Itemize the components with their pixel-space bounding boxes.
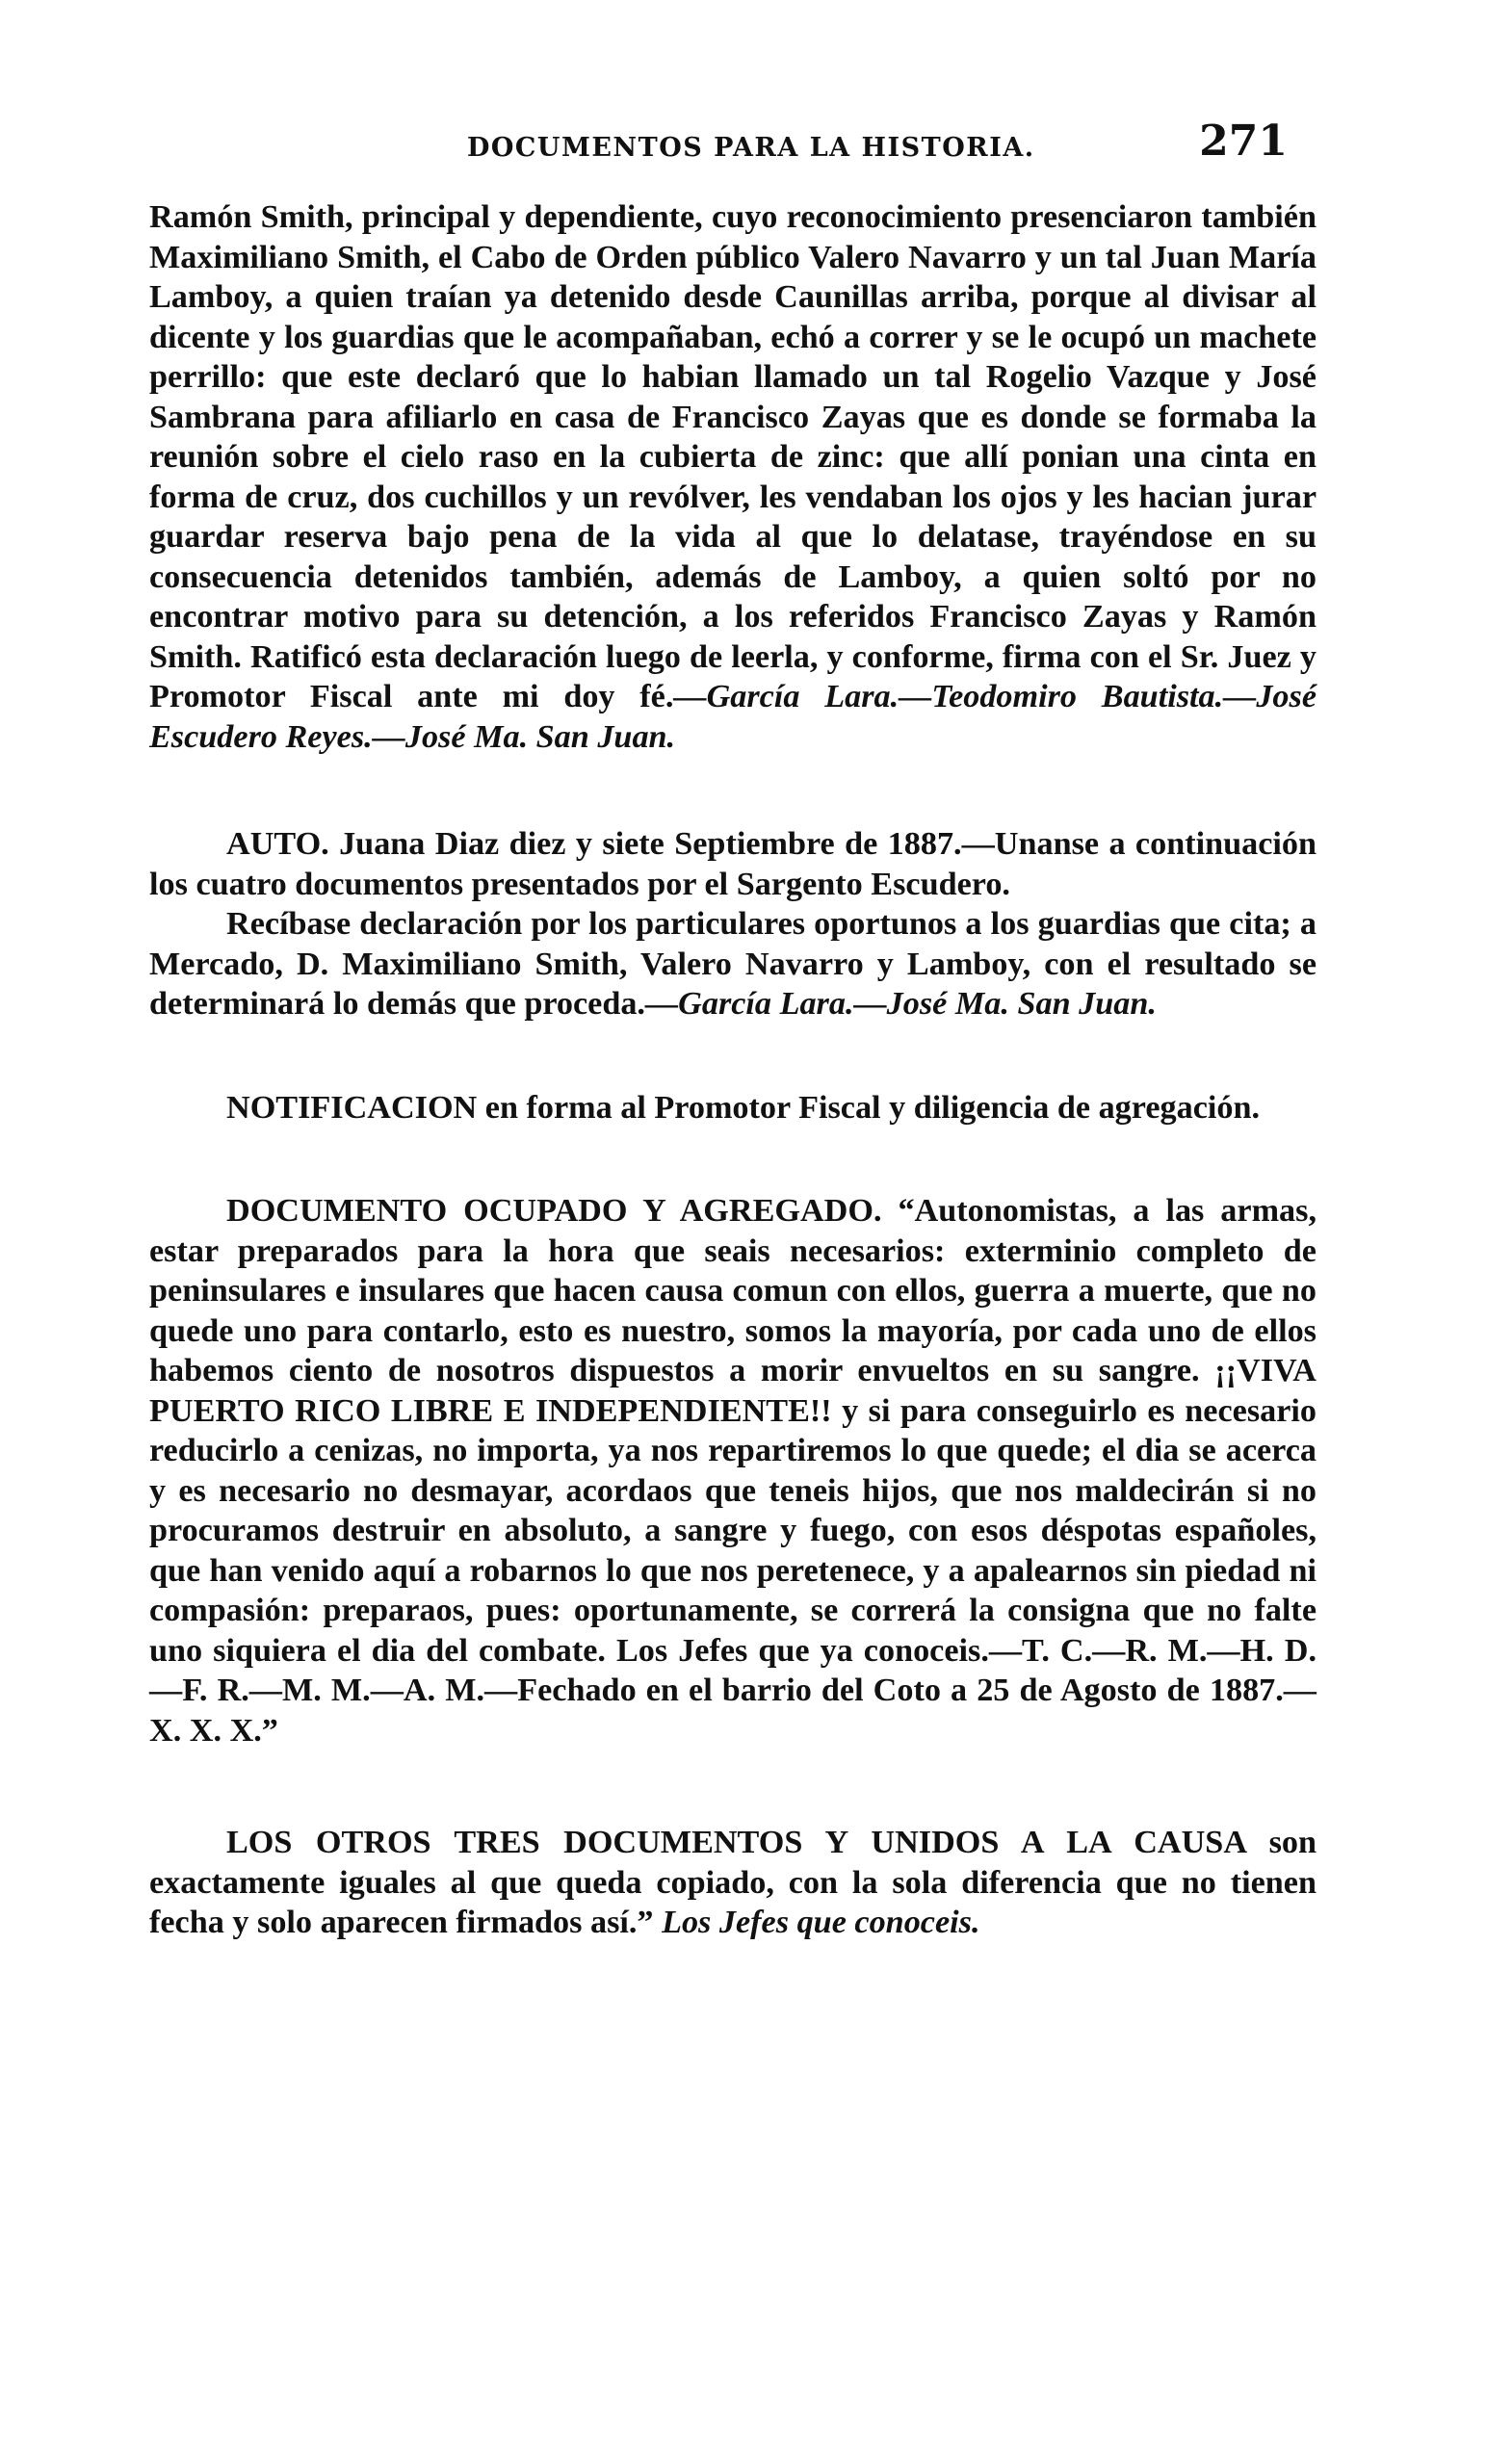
paragraph-text: Ramón Smith, principal y dependiente, cuyo reconocimiento presenciaron también Maximiliano Smith, el Cabo de Orden público Valero Navarro y un tal Juan María Lamboy, a quien traían ya detenido desde Caunillas arriba, porque al divisar al dicente y los guardias que le acompañaban, echó a correr y se le ocupó un machete perrillo: que este declaró que lo habian llamado un tal Rogelio Vazque y José Sambrana para afiliarlo en casa de Francisco Zayas que es donde se formaba la reunión sobre el cielo raso en la cubierta de zinc: que allí ponian una cinta en forma de cruz, dos cuchillos y un revólver, les vendaban los ojos y les hacian jurar guardar reserva bajo pena de la vida al que lo delatase, trayéndose en su consecuencia detenidos también, además de Lamboy, a quien soltó por no encontrar motivo para su detención, a los referidos Francisco Zayas y Ramón Smith. Ratificó esta declaración luego de leerla, y conforme, firma con el Sr. Juez y Promotor Fiscal ante mi doy fé. xyxy=(149,199,1316,714)
paragraph-declaration xyxy=(149,197,1316,757)
paragraph-text: DOCUMENTO OCUPADO Y AGREGADO. “Autonomistas, a las armas, estar preparados para la hora que seais necesarios: exterminio completo de peninsulares e insulares que hacen causa comun con ellos, guerra a muerte, que no quede uno para contarlo, esto es nuestro, somos la mayoría, por cada uno de ellos habemos ciento de nosotros dispuestos a morir envueltos en su sangre. ¡¡VIVA PUERTO RICO LIBRE E INDEPENDIENTE!! y si para conseguirlo es necesario reducirlo a cenizas, no importa, ya nos repartiremos lo que quede; el dia se acerca y es necesario no desmayar, acordaos que teneis hijos, que nos maldecirán si no procuramos destruir en absoluto, a sangre y fuego, con esos déspotas españoles, que han venido aquí a robarnos lo que nos peretenece, y a apalearnos sin piedad ni compasión: preparaos, pues: oportunamente, se correrá la consigna que no falte uno siquiera el dia del combate. Los Jefes que ya conoceis.—T. C.—R. M.—H. D.—F. R.—M. M.—A. M.—Fechado en el barrio del Coto a 25 de Agosto de 1887.—X. X. X.” xyxy=(149,1193,1316,1749)
paragraph-text: LOS OTROS TRES DOCUMENTOS Y UNIDOS A LA CAUSA son exactamente iguales al que queda copiado, con la sola diferencia que no tienen fecha y solo aparecen firmados así.” xyxy=(149,1825,1316,1940)
paragraph-documento xyxy=(149,1191,1316,1751)
signatures: —García Lara.—Teodomiro Bautista.—José Escudero Reyes.—José Ma. San Juan. xyxy=(149,679,1316,755)
paragraph-recibase xyxy=(149,904,1316,1025)
paragraph-text: Recíbase declaración por los particulares oportunos a los guardias que cita; a Mercado, D. Maximiliano Smith, Valero Navarro y Lamboy, con el resultado se determinará lo demás que proceda. xyxy=(149,906,1316,1022)
paragraph-text: AUTO. Juana Diaz diez y siete Septiembre de 1887.—Unanse a continuación los cuatro documentos presentados por el Sargento Escudero. xyxy=(149,826,1316,902)
signatures: Los Jefes que conoceis. xyxy=(662,1905,980,1940)
book-page xyxy=(149,111,1316,1943)
paragraph-otros-documentos xyxy=(149,1823,1316,1943)
page-number: 271 xyxy=(1199,117,1288,166)
paragraph-text: NOTIFICACION en forma al Promotor Fiscal y diligencia de agregación. xyxy=(226,1089,1261,1126)
paragraph-auto xyxy=(149,824,1316,904)
running-head xyxy=(149,111,1316,197)
signatures: —García Lara.—José Ma. San Juan. xyxy=(644,986,1157,1022)
running-title: DOCUMENTOS PARA LA HISTORIA. xyxy=(467,133,1035,163)
paragraph-notificacion xyxy=(149,1088,1316,1128)
